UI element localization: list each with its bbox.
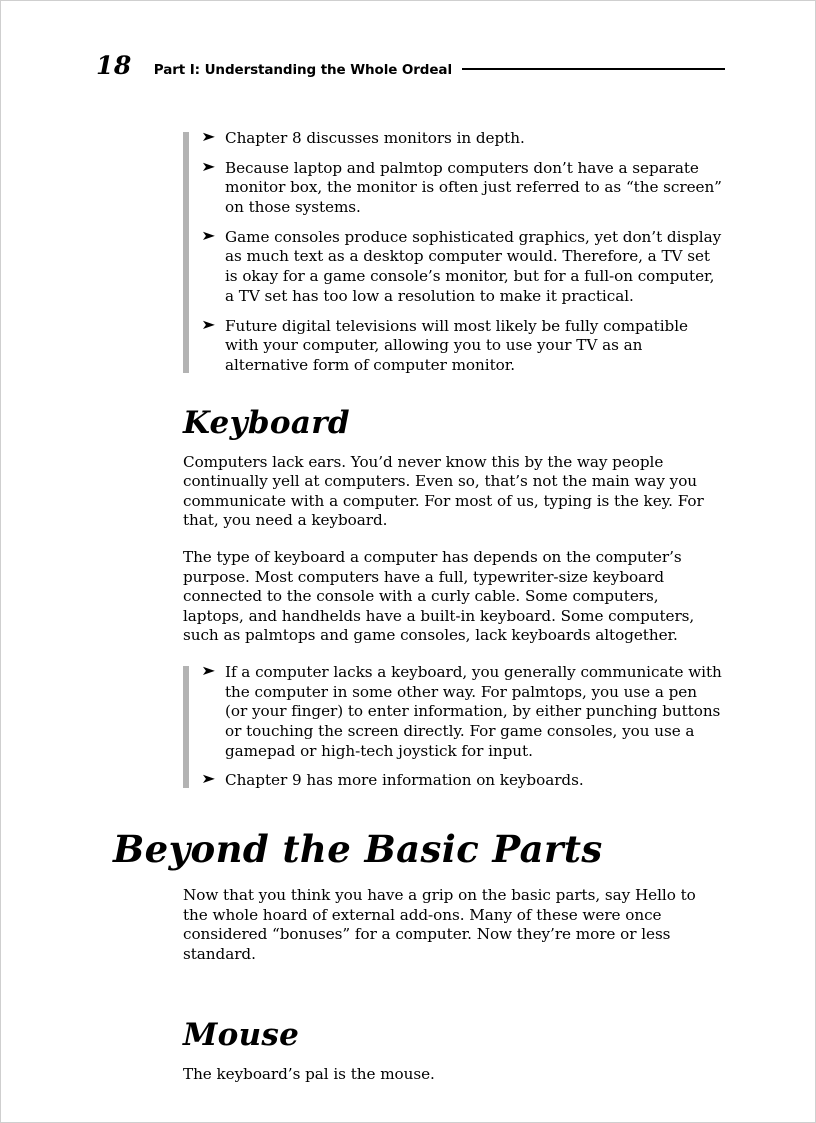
list-item-text: Because laptop and palmtop computers don’t have a separate monitor box, the monitor is often just referred to as “the screen” on those systems. [225, 158, 722, 217]
list-item-text: Chapter 8 discusses monitors in depth. [225, 129, 525, 147]
bullet-arrow-icon: ➤ [201, 228, 216, 244]
list-item-text: Game consoles produce sophisticated graphics, yet don’t display as much text as a desktop computer would. Therefore, a TV set is okay for a game console’s monitor, but for a full-on computer, a TV set has too low a resolution to make it practical. [225, 227, 722, 305]
header-rule [462, 68, 725, 70]
bullet-arrow-icon: ➤ [201, 159, 216, 175]
heading-keyboard: Keyboard [183, 404, 350, 441]
running-header [96, 53, 725, 78]
page-content [113, 129, 723, 1101]
tip-list-keyboard [183, 663, 723, 791]
heading-beyond-the-basic-parts: Beyond the Basic Parts [113, 827, 603, 872]
paragraph-keyboard-1: Computers lack ears. You’d never know this by the way people continually yell at computers. Even so, that’s not the main way you communicate with a computer. For most of us, typing is the key. For that, you need a keyboard. [183, 452, 704, 530]
spacer [183, 982, 723, 988]
list-item [201, 159, 723, 218]
paragraph-mouse-1: The keyboard’s pal is the mouse. [183, 1064, 435, 1083]
list-item-text: Chapter 9 has more information on keyboards. [225, 771, 584, 790]
list-item-text: Future digital televisions will most likely be fully compatible with your computer, allowing you to use your TV as an alternative form of computer monitor. [225, 316, 688, 374]
list-item [201, 771, 723, 791]
list-item [201, 228, 723, 307]
list-item-text: If a computer lacks a keyboard, you generally communicate with the computer in some other way. For palmtops, you use a pen (or your finger) to enter information, by either punching buttons or touching the screen directly. For game consoles, you use a gamepad or high-tech joystick for input. [225, 663, 722, 760]
bullet-arrow-icon: ➤ [201, 664, 216, 680]
list-item [201, 317, 723, 376]
list-item [201, 129, 723, 149]
bullet-arrow-icon: ➤ [201, 130, 216, 145]
bullet-arrow-icon: ➤ [201, 317, 216, 333]
paragraph-keyboard-2: The type of keyboard a computer has depends on the computer’s purpose. Most computers have a full, typewriter-size keyboard connected to the console with a curly cable. Some computers, laptops, and handhelds have a built-in keyboard. Some computers, such as palmtops and game consoles, lack keyboards altogether. [183, 548, 695, 645]
page-number: 18 [96, 51, 132, 80]
tip-list-monitors [183, 129, 723, 376]
bullet-arrow-icon: ➤ [201, 772, 216, 788]
running-head-title: Part I: Understanding the Whole Ordeal [153, 62, 452, 78]
paragraph-beyond-1: Now that you think you have a grip on the basic parts, say Hello to the whole hoard of external add-ons. Many of these were once considered “bonuses” for a computer. Now they’re more or less standard. [183, 886, 696, 963]
list-item [201, 663, 723, 761]
heading-mouse: Mouse [183, 1016, 300, 1053]
